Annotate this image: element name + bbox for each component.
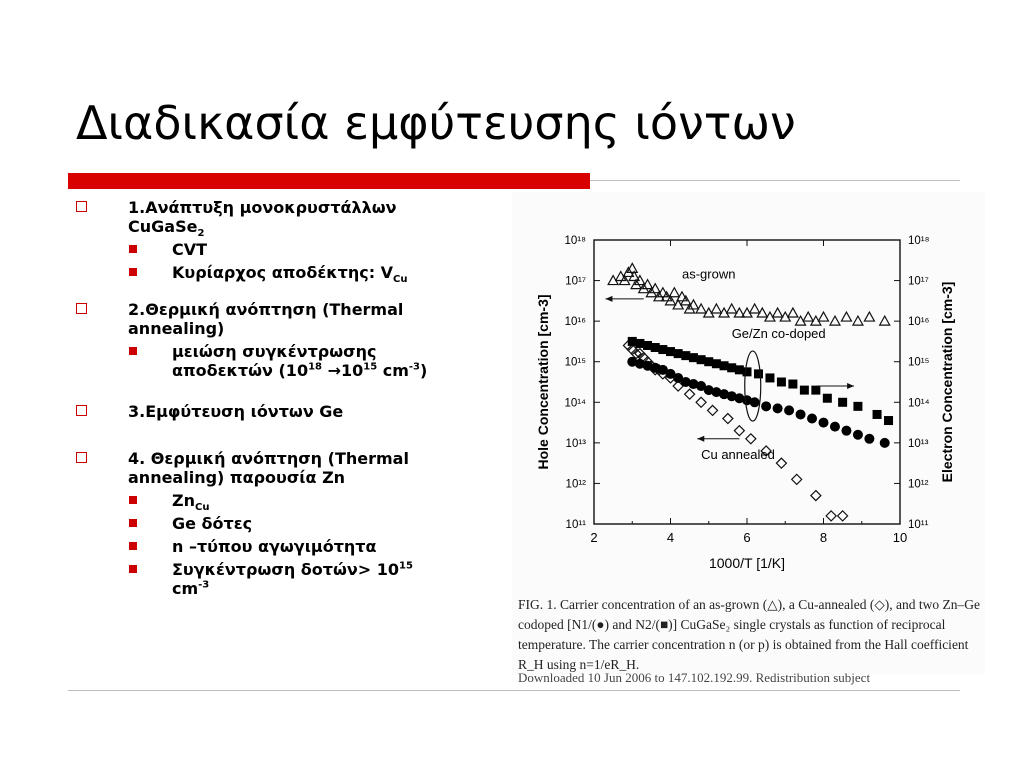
sub-bullet-text: Κυρίαρχος αποδέκτης: V [172,263,394,282]
title-divider-grey [590,180,960,181]
y2-tick-label: 10¹⁶ [908,316,930,329]
sub-bullet-text: ) [420,361,428,380]
figure-caption: FIG. 1. Carrier concentration of an as-grown (△), a Cu-annealed (◇), and two Zn–Ge codoped [N1/(●) and N2/(■)] CuGaSe₂ single crystals as function of reciprocal temperature. The carrier concentration n (or p) is obtained from the Hall coefficient R_H using n=1/eR_H. [518,597,980,672]
y-tick-label: 10¹⁵ [564,356,586,369]
carrier-concentration-plot [512,192,985,592]
y-tick-label: 10¹¹ [565,519,586,531]
subscript: 2 [197,228,205,240]
sub-bullet-text: 10 [340,361,364,380]
annotation-as-grown: as-grown [681,266,736,282]
cu-annealed-point [838,511,848,521]
filled-square-bullet-icon [129,496,137,504]
n2-point [884,416,893,425]
n2-point [823,394,832,403]
hollow-square-bullet-icon [76,452,87,463]
sub-bullet-cvt [76,240,506,259]
annotation-cu-annealed: Cu annealed [701,447,775,463]
superscript: 15 [399,560,413,572]
n1-point [830,422,840,432]
filled-square-bullet-icon [129,542,137,550]
as-grown-point [819,312,829,321]
as-grown-point [773,308,783,317]
arrow-right-icon: → [322,361,341,380]
as-grown-point [841,312,851,321]
sub-bullet-acceptor-reduction [76,342,506,380]
cu-annealed-point [696,397,706,407]
hollow-square-bullet-icon [76,201,87,212]
cu-annealed-point [792,474,802,484]
annotation-codoped: Ge/Zn co-doped [731,326,826,342]
bullet-zn-annealing-text: 4. Θερμική ανόπτηση (Thermal [128,449,409,468]
bullet-zn-annealing-text-2: annealing) παρουσία Zn [128,468,346,487]
n2-point [788,380,797,389]
as-grown-point [711,304,721,313]
sub-bullet-text: μειώση συγκέντρωσης [172,342,377,361]
n2-point [754,369,763,378]
slide-title: Διαδικασία εμφύτευσης ιόντων [76,96,796,150]
cu-annealed-point [708,405,718,415]
x-tick-label: 6 [743,530,751,545]
superscript: -3 [198,579,210,591]
x-tick-label: 2 [590,530,598,545]
y2-tick-label: 10¹² [908,478,929,491]
as-grown-point [788,308,798,317]
sub-bullet-acceptor [76,263,506,286]
n1-point [796,409,806,419]
x-tick-label: 8 [819,530,828,545]
filled-square-bullet-icon [129,245,137,253]
bullet-implantation [76,402,506,421]
sub-bullet-n-type [76,537,506,556]
n2-point [873,410,882,419]
sub-bullet-text: cm [172,579,199,598]
sub-bullet-ge-donors [76,514,506,533]
arrow-left-icon [605,296,612,302]
hollow-square-bullet-icon [76,303,87,314]
superscript: 15 [363,361,378,373]
n1-point [773,403,783,413]
n2-point [765,373,774,382]
bullet-growth-text: 1.Ανάπτυξη μονοκρυστάλλων [128,198,397,217]
y-tick-label: 10¹⁴ [564,397,586,410]
n2-point [838,398,847,407]
as-grown-point [880,316,890,325]
sub-bullet-text: Συγκέντρωση δοτών> 10 [172,560,400,579]
x-tick-label: 10 [892,530,908,545]
arrow-left-icon-2 [697,436,704,442]
bullet-implantation-text: 3.Εμφύτευση ιόντων Ge [128,402,344,421]
x-axis-title: 1000/T [1/K] [708,555,786,571]
sub-bullet-text: Zn [172,491,195,510]
x-tick-label: 4 [666,530,675,545]
bullet-growth [76,198,506,240]
subscript: Cu [195,502,210,514]
sub-bullet-text: n –τύπου αγωγιμότητα [172,537,377,556]
y-tick-label: 10¹⁶ [564,316,586,329]
superscript: 18 [308,361,322,373]
n1-point [841,426,851,436]
bullet-annealing [76,300,506,338]
as-grown-point [853,316,863,325]
filled-square-bullet-icon [129,347,137,355]
as-grown-point [803,312,813,321]
bullet-annealing-text: 2.Θερμική ανόπτηση (Thermal [128,300,404,319]
as-grown-point [750,304,760,313]
filled-square-bullet-icon [129,268,137,276]
n2-point [743,367,752,376]
n1-point [880,438,890,448]
sub-bullet-text: Ge δότες [172,514,253,533]
bullet-list [76,198,506,598]
sub-bullet-text: CVT [172,240,208,259]
y2-axis-title: Electron Concentration [cm-3] [939,281,955,483]
y2-tick-label: 10¹⁴ [908,397,930,410]
subscript: Cu [393,274,408,286]
footer-divider [68,690,960,691]
n2-point [811,386,820,395]
filled-square-bullet-icon [129,565,137,573]
n2-point [800,386,809,395]
n1-point [761,401,771,411]
filled-square-bullet-icon [129,519,137,527]
cu-annealed-point [746,434,756,444]
cu-annealed-point [734,426,744,436]
y-tick-label: 10¹⁷ [565,275,586,288]
n2-point [777,378,786,387]
n1-point [750,397,760,407]
n2-point [853,402,862,411]
cu-annealed-point [685,389,695,399]
y-tick-label: 10¹² [565,478,586,491]
n1-point [853,430,863,440]
arrow-right-icon [847,383,854,389]
hollow-square-bullet-icon [76,405,87,416]
as-grown-point [830,316,840,325]
sub-bullet-text: αποδεκτών (10 [172,361,309,380]
codoped-ellipse [745,351,761,421]
n1-point [819,418,829,428]
cu-annealed-point [811,491,821,501]
superscript: -3 [408,361,421,373]
as-grown-point [864,312,874,321]
sub-bullet-donor-concentration [76,560,506,598]
n1-point [807,414,817,424]
y2-tick-label: 10¹⁸ [908,235,930,247]
y2-tick-label: 10¹³ [908,437,929,450]
figure-panel [512,192,985,685]
y-axis-title: Hole Concentration [cm-3] [535,294,551,470]
sub-bullet-zncu [76,491,506,514]
title-accent-bar-red [68,173,590,189]
n1-point [864,434,874,444]
y-tick-label: 10¹³ [565,437,586,450]
y2-tick-label: 10¹⁷ [908,275,929,288]
y-tick-label: 10¹⁸ [564,235,586,247]
bullet-annealing-text-2: annealing) [128,319,225,338]
plot-frame [594,240,900,524]
figure-caption-cutoff: Downloaded 10 Jun 2006 to 147.102.192.99. Redistribution subject [518,670,871,685]
bullet-zn-annealing [76,449,506,487]
bullet-growth-compound: CuGaSe [128,217,198,236]
sub-bullet-text: cm [377,361,409,380]
cu-annealed-point [723,414,733,424]
n1-point [784,405,794,415]
cu-annealed-point [776,458,786,468]
cu-annealed-point [826,511,836,521]
y2-tick-label: 10¹⁵ [908,356,930,369]
y2-tick-label: 10¹¹ [908,519,929,531]
as-grown-point [727,304,737,313]
